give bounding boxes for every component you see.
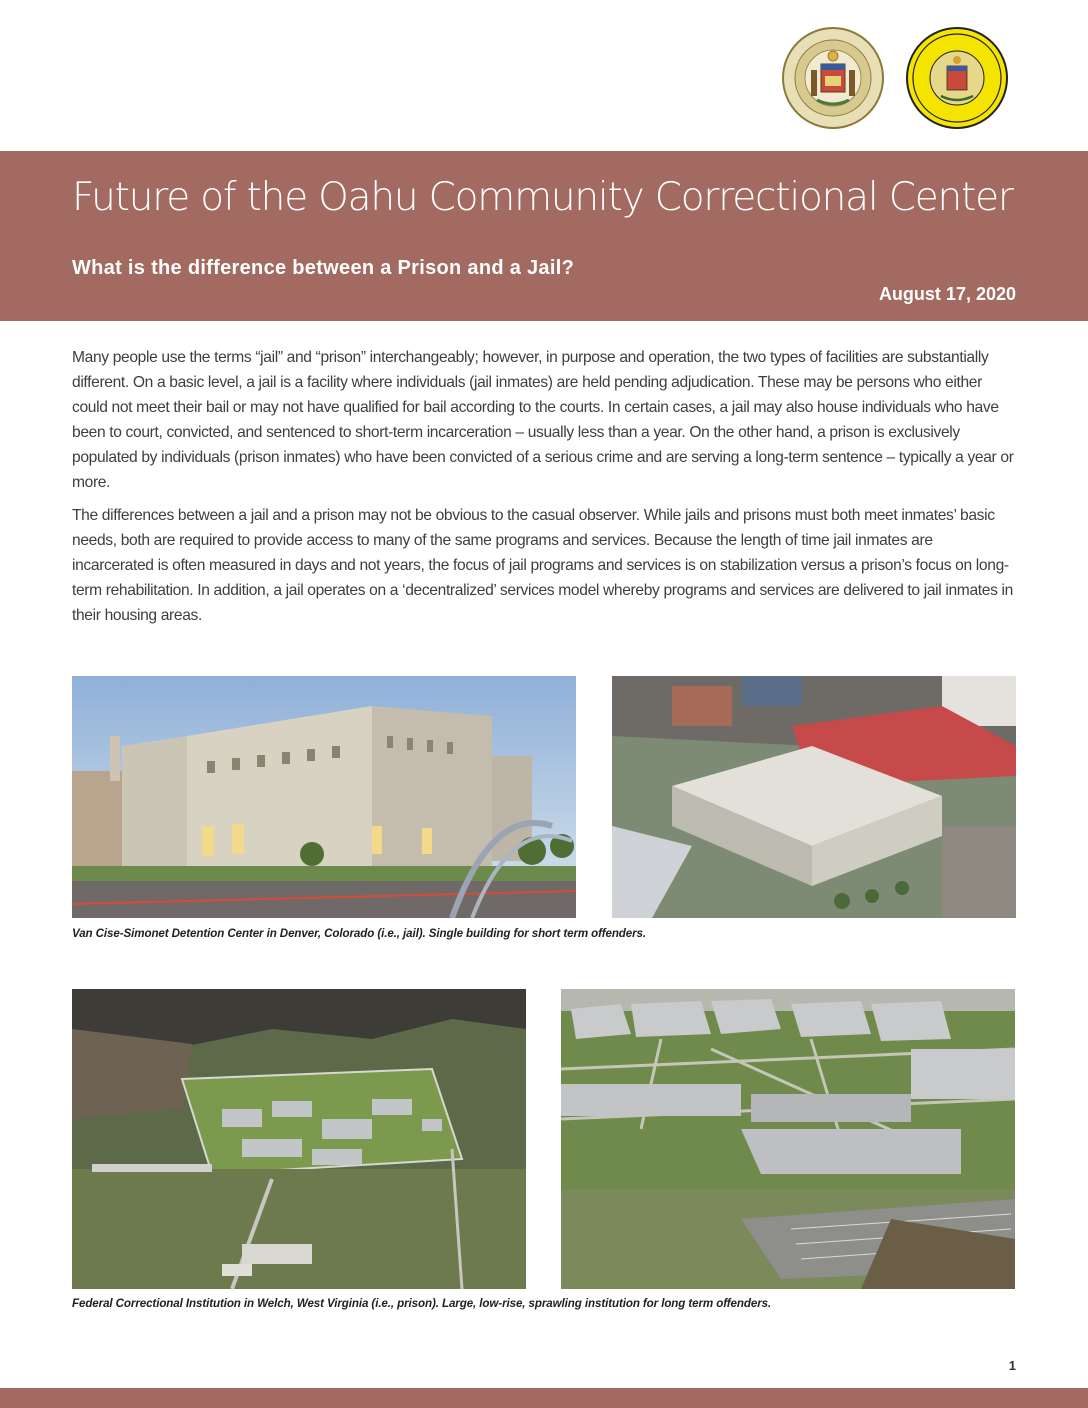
photo-denver-jail-street (72, 676, 576, 918)
photo-2-graphic (612, 676, 1016, 918)
state-of-hawaii-seal (781, 26, 885, 130)
footer-bar (0, 1388, 1088, 1408)
seal-group (781, 26, 1021, 130)
photo-3-graphic (72, 989, 526, 1289)
caption-jail: Van Cise-Simonet Detention Center in Denver, Colorado (i.e., jail). Single building for short term offenders. (72, 927, 647, 940)
photo-1-graphic (72, 676, 576, 918)
page-subtitle: What is the difference between a Prison and a Jail? (72, 257, 575, 279)
photo-denver-jail-aerial (612, 676, 1016, 918)
paragraph-2: The differences between a jail and a prison may not be obvious to the casual observer. While jails and prisons must both meet inmates’ basic needs, both are required to provide access to many of the same programs and services. Because the length of time jail inmates are incarcerated is often measured in days and not years, the focus of jail programs and services is on stabilization versus a prison’s focus on long-term rehabilitation. In addition, a jail operates on a ‘decentralized’ services model whereby programs and services are delivered to jail inmates in their housing areas. (72, 507, 1013, 624)
state-seal-graphic (781, 26, 885, 130)
page-title: Future of the Oahu Community Correctional Center (72, 175, 1013, 220)
body-text (72, 345, 1018, 636)
caption-prison: Federal Correctional Institution in Welch, West Virginia (i.e., prison). Large, low-rise, sprawling institution for long term offenders. (72, 1297, 772, 1310)
page-number: 1 (1008, 1358, 1016, 1373)
publication-date: August 17, 2020 (878, 284, 1016, 304)
public-safety-department-seal (905, 26, 1009, 130)
paragraph-1: Many people use the terms “jail” and “prison” interchangeably; however, in purpose and operation, the two types of facilities are substantially different. On a basic level, a jail is a facility where individuals (jail inmates) are held pending adjudication. These may be persons who either could not meet their bail or may not have qualified for bail according to the courts. In certain cases, a jail may also house individuals who have been to court, convicted, and sentenced to short-term incarceration – usually less than a year. On the other hand, a prison is exclusively populated by individuals (prison inmates) who have been convicted of a serious crime and are serving a long-term sentence – typically a year or more. (72, 349, 1014, 491)
header-banner (0, 151, 1088, 321)
psd-seal-graphic (905, 26, 1009, 130)
photo-4-graphic (561, 989, 1015, 1289)
photo-welch-prison-wide (72, 989, 526, 1289)
photo-welch-prison-close (561, 989, 1015, 1289)
